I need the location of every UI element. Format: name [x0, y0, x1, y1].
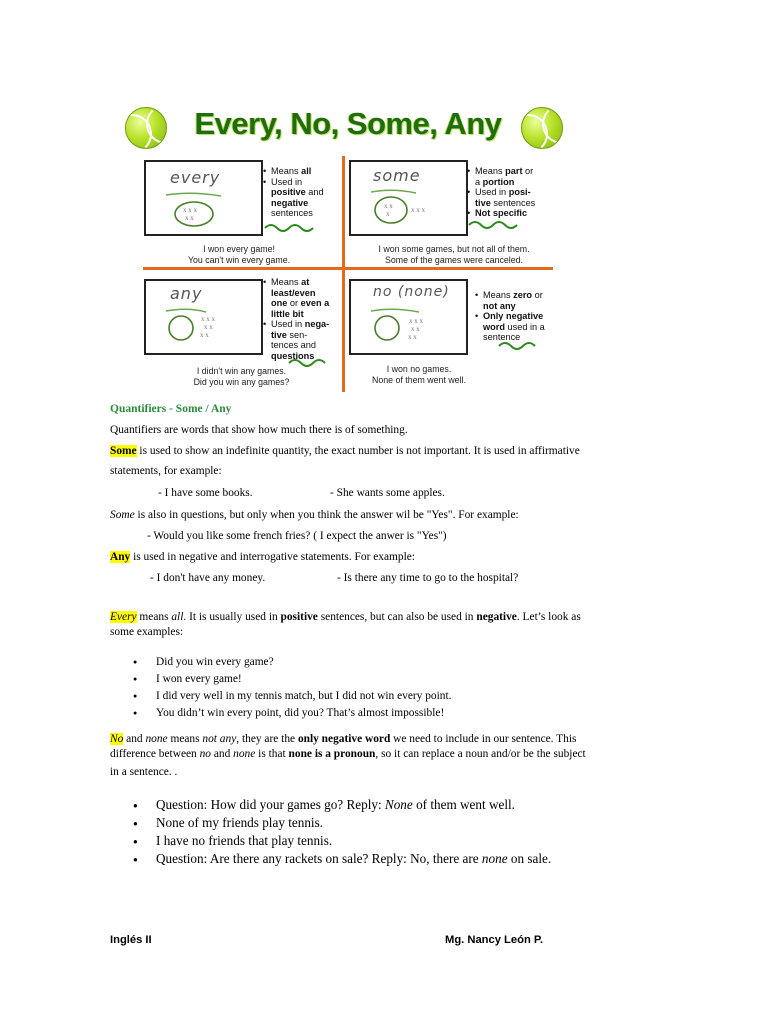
- bullet-item: • Means at least/even one or even a little bit: [263, 277, 329, 319]
- italic-word: none: [233, 748, 256, 760]
- squiggle-decoration: [467, 220, 527, 230]
- list-item: ● I won every game!: [132, 671, 451, 688]
- squiggle-decoration: [497, 341, 542, 351]
- bullet-item: • Means all: [263, 166, 324, 177]
- text: is used to show an indefinite quantity, the exact number is not important. It is used in affirmative: [136, 445, 580, 457]
- any-caption: [144, 366, 339, 387]
- italic-word: not any: [202, 733, 237, 745]
- text: means: [167, 733, 203, 745]
- svg-text:x: x: [386, 210, 390, 218]
- list-item: [132, 796, 551, 814]
- divider-horizontal: [143, 267, 553, 270]
- bold-word: negative: [476, 611, 517, 623]
- caption-line: I won every game!: [203, 244, 275, 254]
- text: is that: [255, 748, 289, 760]
- svg-text:x x: x x: [204, 323, 213, 331]
- bullet-item: • Means zero or not any: [475, 290, 545, 311]
- every-paragraph-line2: some examples:: [110, 626, 184, 638]
- example-text: - I have some books.: [158, 487, 253, 499]
- highlight-every: Every: [110, 611, 137, 623]
- infographic-title: Every, No, Some, Any: [194, 106, 502, 141]
- some-bullets: [467, 166, 535, 219]
- bold-word: positive: [280, 611, 318, 623]
- some-caption: [349, 244, 559, 265]
- no-paragraph-line2: [110, 747, 586, 761]
- every-bullets: [263, 166, 324, 219]
- every-board: [144, 160, 263, 236]
- bullet-item: • Used in nega- tive sen- tences and questions: [263, 319, 329, 361]
- text: Question: How did your games go? Reply:: [156, 797, 385, 812]
- italic-word: none: [481, 851, 508, 866]
- list-item: [132, 850, 551, 868]
- italic-word: all: [171, 611, 184, 623]
- any-board: [144, 279, 263, 355]
- board-word: no (none): [373, 284, 450, 300]
- caption-line: I didn't win any games.: [196, 366, 287, 376]
- some-paragraph-line2: statements, for example:: [110, 465, 222, 477]
- highlight-some: Some: [110, 445, 137, 457]
- divider-vertical: [342, 156, 345, 392]
- example-text: - Would you like some french fries? ( I expect the anwer is "Yes"): [147, 530, 447, 542]
- example-text: - Is there any time to go to the hospital?: [337, 572, 519, 584]
- board-word: some: [373, 166, 421, 185]
- no-paragraph-line1: [110, 732, 576, 746]
- text: is used in negative and interrogative statements. For example:: [130, 551, 415, 563]
- caption-line: None of them went well.: [372, 374, 466, 385]
- text: is also in questions, but only when you think the answer wil be "Yes". For example:: [134, 509, 519, 521]
- svg-text:x x: x x: [185, 214, 194, 222]
- footer-course: Inglés II: [110, 934, 152, 946]
- none-bullets: [475, 290, 545, 343]
- none-caption: [349, 364, 489, 385]
- text: and: [123, 733, 146, 745]
- no-examples-list: [132, 796, 551, 868]
- list-item: [132, 814, 551, 832]
- text: on sale.: [507, 851, 552, 866]
- caption-line: I won no games.: [386, 364, 452, 374]
- no-paragraph-line3: in a sentence. .: [110, 766, 178, 778]
- text: . Let’s look as: [516, 611, 581, 623]
- every-caption: [144, 244, 334, 265]
- text: , they are the: [236, 733, 298, 745]
- svg-text:x x: x x: [200, 331, 209, 339]
- bold-word: none is a pronoun: [288, 748, 376, 760]
- svg-text:x x: x x: [384, 202, 393, 210]
- any-bullets: [263, 277, 329, 361]
- list-item: ● Did you win every game?: [132, 654, 451, 671]
- text: of them went well.: [412, 797, 515, 812]
- bullet-item: • Only negative word used in a sentence: [475, 311, 545, 343]
- text: and: [211, 748, 234, 760]
- board-word: every: [170, 168, 221, 187]
- any-sketch: [146, 281, 261, 353]
- bullet-item: • Not specific: [467, 208, 535, 219]
- every-paragraph-line1: [110, 610, 581, 624]
- squiggle-decoration: [263, 223, 323, 233]
- example-text: - I don't have any money.: [150, 572, 266, 584]
- bullet-item: • Means part or a portion: [467, 166, 535, 187]
- any-paragraph: [110, 550, 415, 564]
- none-board: [349, 279, 468, 355]
- bold-word: only negative word: [297, 733, 391, 745]
- bullet-item: • Used in positive and negative sentences: [263, 177, 324, 219]
- svg-text:x x: x x: [408, 333, 417, 341]
- italic-word: no: [199, 748, 211, 760]
- text: Question: Are there any rackets on sale? Reply: No, there are: [156, 851, 482, 866]
- some-board: [349, 160, 468, 236]
- caption-line: You can't win every game.: [187, 254, 291, 265]
- text: we need to include in our sentence. This: [390, 733, 577, 745]
- bullet-item: • Used in posi- tive sentences: [467, 187, 535, 208]
- svg-text:x x x: x x x: [409, 317, 423, 325]
- italic-word: none: [145, 733, 168, 745]
- some-paragraph-line1: [110, 444, 580, 458]
- caption-line: I won some games, but not all of them.: [378, 244, 530, 254]
- intro-text: Quantifiers are words that show how much there is of something.: [110, 424, 408, 436]
- some-questions-paragraph: [110, 508, 519, 522]
- text: I have no friends that play tennis.: [156, 833, 333, 848]
- quantifiers-infographic: [117, 86, 579, 392]
- list-item: [132, 832, 551, 850]
- footer-author: Mg. Nancy León P.: [445, 934, 544, 946]
- text: sentences, but can also be used in: [317, 611, 477, 623]
- board-word: any: [170, 284, 203, 303]
- svg-text:x x: x x: [411, 325, 420, 333]
- svg-text:x x x: x x x: [201, 315, 215, 323]
- caption-line: Did you win any games?: [193, 376, 290, 387]
- text: , so it can replace a noun and/or be the subject: [375, 748, 586, 760]
- section-heading: Quantifiers - Some / Any: [110, 403, 232, 415]
- italic-word: None: [384, 797, 413, 812]
- svg-text:x x x: x x x: [183, 206, 197, 214]
- text: None of my friends play tennis.: [156, 815, 324, 830]
- italic-word: Some: [110, 509, 135, 521]
- list-item: ● You didn’t win every point, did you? That’s almost impossible!: [132, 705, 451, 722]
- example-text: - She wants some apples.: [330, 487, 445, 499]
- caption-line: Some of the games were canceled.: [385, 254, 523, 265]
- highlight-any: Any: [110, 551, 131, 563]
- text: . It is usually used in: [183, 611, 281, 623]
- text: means: [136, 611, 172, 623]
- list-item: ● I did very well in my tennis match, but I did not win every point.: [132, 688, 451, 705]
- highlight-no: No: [110, 733, 124, 745]
- svg-text:x x x: x x x: [411, 206, 425, 214]
- every-examples-list: [132, 654, 451, 722]
- text: difference between: [110, 748, 200, 760]
